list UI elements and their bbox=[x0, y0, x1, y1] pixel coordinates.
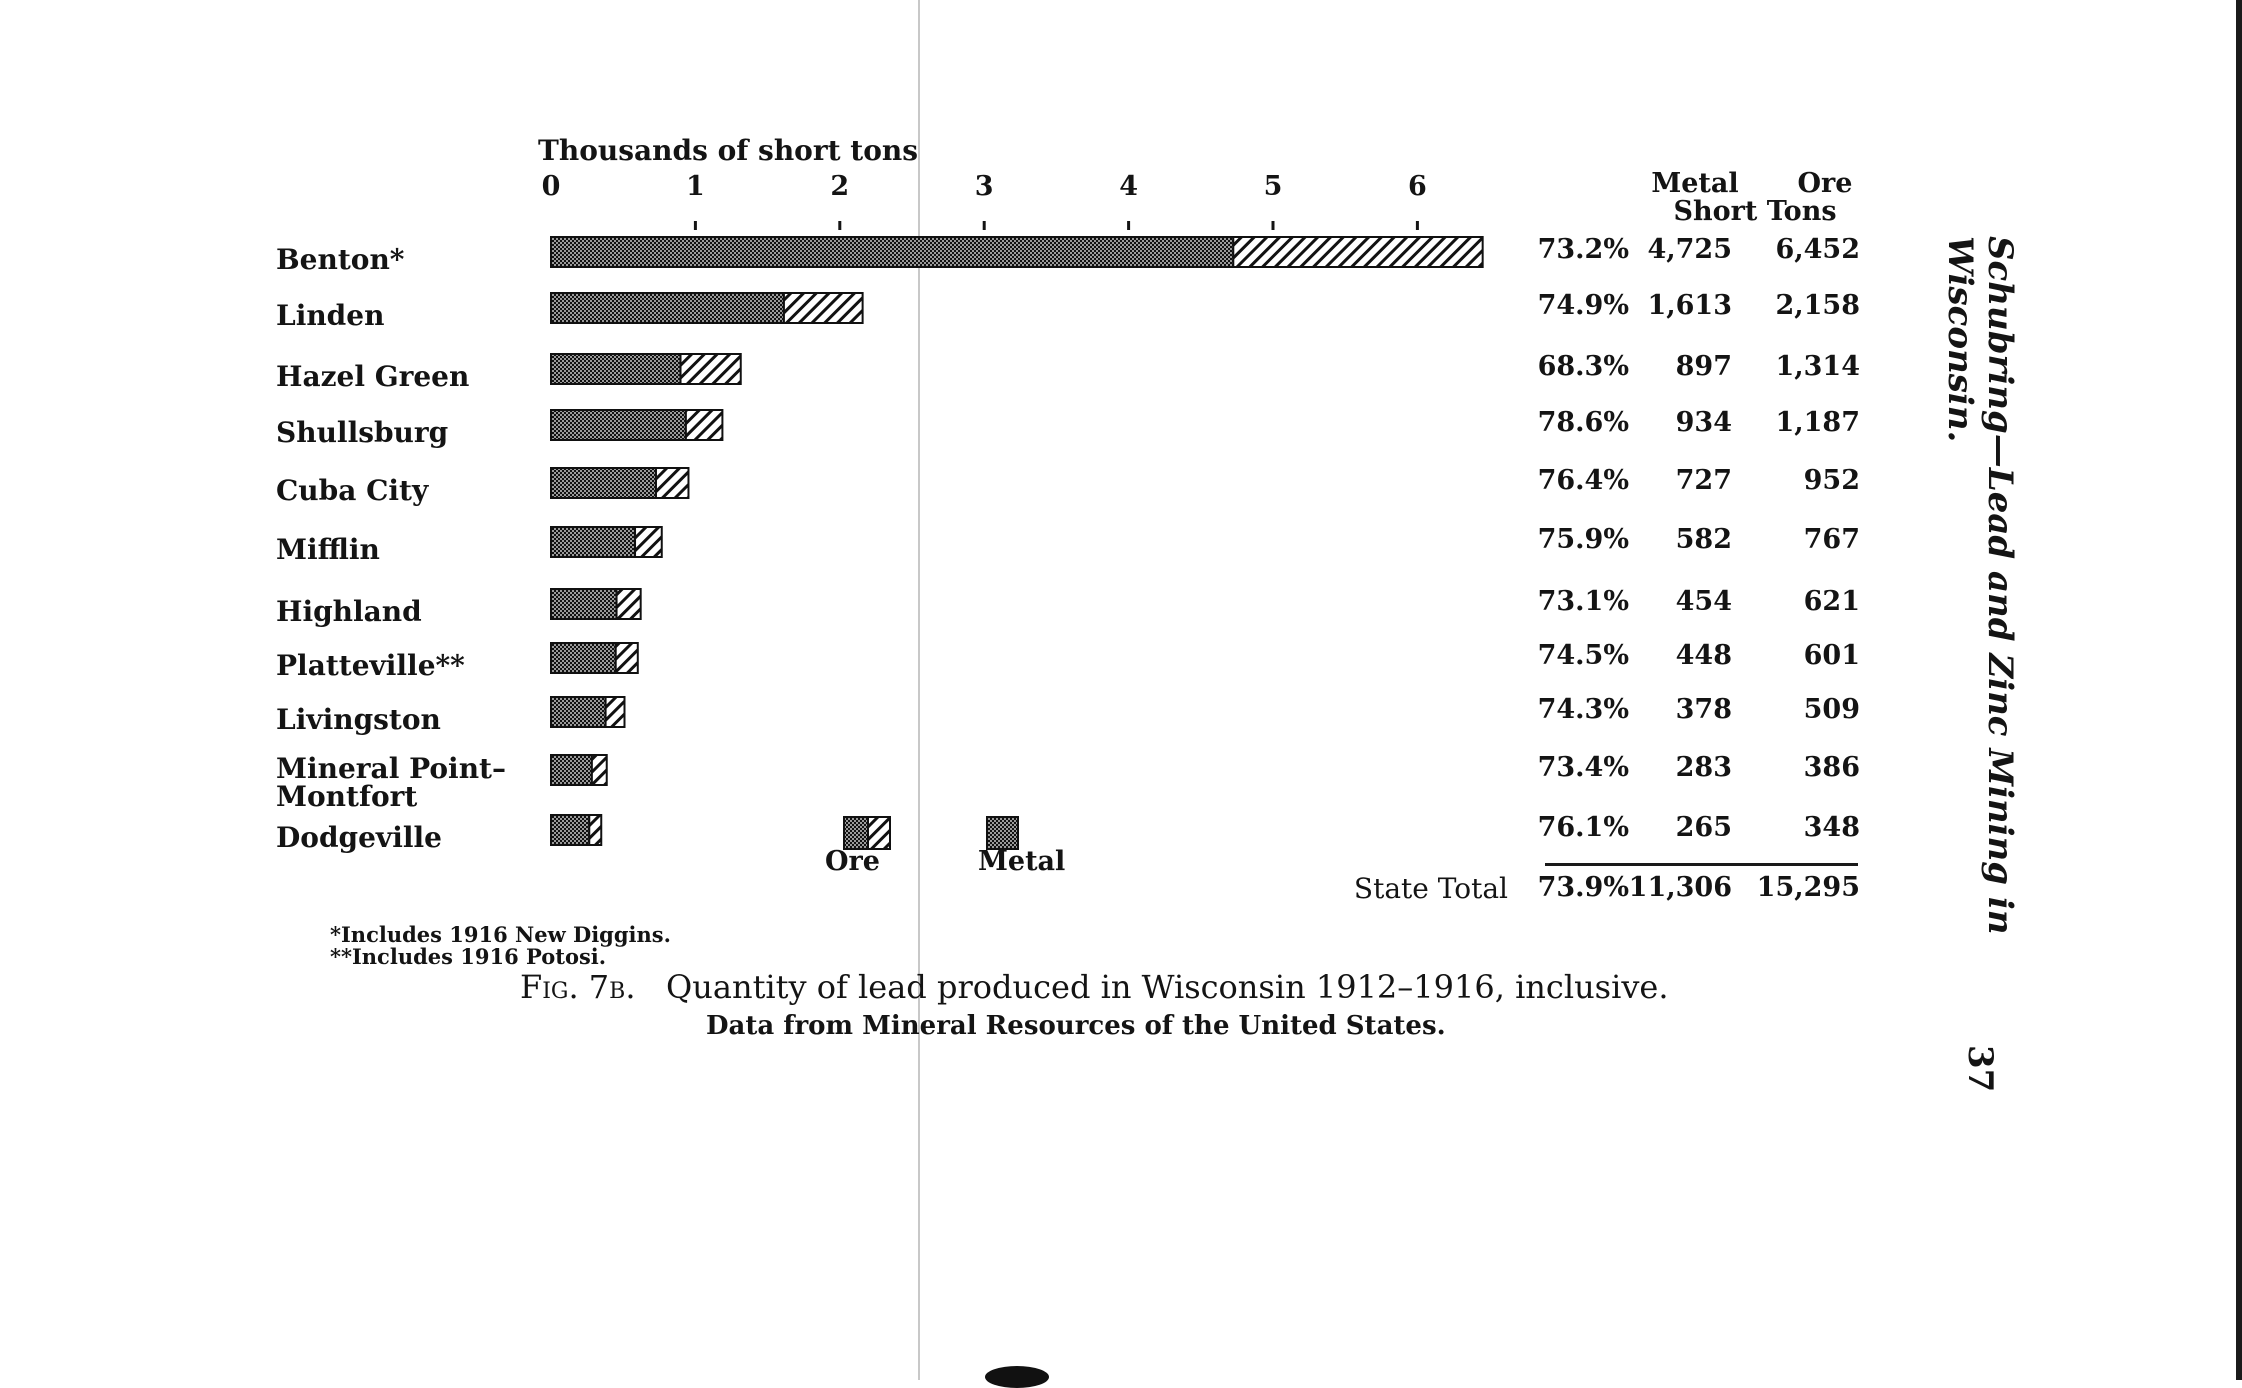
bar-metal bbox=[551, 589, 617, 619]
ore-tons-cell: 348 bbox=[1803, 812, 1860, 843]
metal-tons-cell: 265 bbox=[1675, 812, 1732, 843]
percent-cell: 75.9% bbox=[1537, 524, 1629, 555]
ore-tons-cell: 1,314 bbox=[1775, 351, 1860, 382]
category-label: Mineral Point– Montfort bbox=[276, 752, 506, 813]
bar-ore bbox=[1233, 237, 1482, 267]
category-label: Cuba City bbox=[276, 474, 429, 507]
figure-label: Fig. 7b. bbox=[520, 968, 636, 1006]
bar-metal bbox=[551, 293, 784, 323]
ore-tons-cell: 509 bbox=[1803, 694, 1860, 725]
legend-ore-swatch-metal-part bbox=[844, 817, 868, 849]
legend-ore-swatch-ore-part bbox=[868, 817, 890, 849]
state-total-percent: 73.9% bbox=[1537, 872, 1629, 903]
header-ore: Ore bbox=[1797, 168, 1853, 199]
percent-cell: 73.1% bbox=[1537, 586, 1629, 617]
figure-caption-text: Quantity of lead produced in Wisconsin 1912–1916, inclusive. bbox=[666, 968, 1669, 1006]
metal-tons-cell: 1,613 bbox=[1647, 290, 1732, 321]
x-tick-label-4: 4 bbox=[1119, 171, 1138, 202]
metal-tons-cell: 897 bbox=[1675, 351, 1732, 382]
bar-metal bbox=[551, 815, 589, 845]
legend-metal-swatch bbox=[987, 817, 1018, 849]
running-head: Schubring—Lead and Zinc Mining in Wisconsin. bbox=[1940, 236, 2020, 935]
ore-tons-cell: 601 bbox=[1803, 640, 1860, 671]
legend-ore-label: Ore bbox=[825, 846, 880, 877]
bar-metal bbox=[551, 643, 616, 673]
state-total-metal: 11,306 bbox=[1628, 872, 1732, 903]
ore-tons-cell: 952 bbox=[1803, 465, 1860, 496]
bar-ore bbox=[616, 643, 638, 673]
x-axis-title: Thousands of short tons bbox=[538, 134, 919, 167]
footnote-2: **Includes 1916 Potosi. bbox=[330, 944, 607, 969]
bars bbox=[551, 237, 1483, 845]
category-label: Hazel Green bbox=[276, 360, 470, 393]
total-rule bbox=[1545, 863, 1858, 866]
category-label: Highland bbox=[276, 595, 422, 628]
bar-metal bbox=[551, 237, 1233, 267]
ore-tons-cell: 2,158 bbox=[1775, 290, 1860, 321]
metal-tons-cell: 448 bbox=[1675, 640, 1732, 671]
metal-tons-cell: 727 bbox=[1675, 465, 1732, 496]
percent-cell: 68.3% bbox=[1537, 351, 1629, 382]
percent-cell: 74.3% bbox=[1537, 694, 1629, 725]
x-tick-label-2: 2 bbox=[830, 171, 850, 202]
metal-tons-cell: 378 bbox=[1675, 694, 1732, 725]
category-label: Linden bbox=[276, 299, 385, 332]
category-label: Mifflin bbox=[276, 533, 380, 566]
percent-cell: 74.5% bbox=[1537, 640, 1629, 671]
figure-source: Data from Mineral Resources of the United States. bbox=[706, 1011, 1446, 1041]
bar-ore bbox=[589, 815, 601, 845]
x-axis bbox=[542, 171, 1427, 230]
bar-metal bbox=[551, 410, 686, 440]
bar-ore bbox=[681, 354, 741, 384]
legend bbox=[844, 817, 1018, 849]
legend-metal-label: Metal bbox=[978, 846, 1066, 877]
ore-tons-cell: 386 bbox=[1803, 752, 1860, 783]
state-total-ore: 15,295 bbox=[1756, 872, 1860, 903]
metal-tons-cell: 283 bbox=[1675, 752, 1732, 783]
metal-tons-cell: 934 bbox=[1675, 407, 1732, 438]
bar-ore bbox=[617, 589, 641, 619]
header-short-tons: Short Tons bbox=[1673, 196, 1837, 227]
bar-metal bbox=[551, 468, 656, 498]
percent-cell: 73.4% bbox=[1537, 752, 1629, 783]
ore-tons-cell: 1,187 bbox=[1775, 407, 1860, 438]
metal-tons-cell: 4,725 bbox=[1647, 234, 1732, 265]
percent-cell: 74.9% bbox=[1537, 290, 1629, 321]
bar-ore bbox=[606, 697, 625, 727]
page-number: 37 bbox=[1960, 1045, 2000, 1093]
x-tick-label-5: 5 bbox=[1263, 171, 1283, 202]
ore-tons-cell: 621 bbox=[1803, 586, 1860, 617]
figure-caption bbox=[520, 968, 1669, 1006]
bar-metal bbox=[551, 527, 635, 557]
percent-cell: 73.2% bbox=[1537, 234, 1629, 265]
bar-metal bbox=[551, 354, 681, 384]
x-tick-label-6: 6 bbox=[1408, 171, 1427, 202]
bar-metal bbox=[551, 755, 592, 785]
percent-cell: 76.4% bbox=[1537, 465, 1629, 496]
header-metal: Metal bbox=[1651, 168, 1739, 199]
bar-ore bbox=[592, 755, 607, 785]
metal-tons-cell: 582 bbox=[1675, 524, 1732, 555]
x-tick-label-3: 3 bbox=[974, 171, 994, 202]
ore-tons-cell: 6,452 bbox=[1775, 234, 1860, 265]
category-label: Benton* bbox=[276, 243, 405, 276]
percent-cell: 78.6% bbox=[1537, 407, 1629, 438]
category-label: Dodgeville bbox=[276, 821, 442, 854]
x-tick-label-0: 0 bbox=[541, 171, 561, 202]
category-label: Livingston bbox=[276, 703, 441, 736]
category-label: Platteville** bbox=[276, 649, 465, 682]
ore-tons-cell: 767 bbox=[1803, 524, 1860, 555]
bar-ore bbox=[686, 410, 723, 440]
category-label: Shullsburg bbox=[276, 416, 449, 449]
metal-tons-cell: 454 bbox=[1675, 586, 1732, 617]
percent-cell: 76.1% bbox=[1537, 812, 1629, 843]
footnote-1: *Includes 1916 New Diggins. bbox=[330, 922, 671, 947]
bar-ore bbox=[635, 527, 662, 557]
bar-metal bbox=[551, 697, 606, 727]
x-tick-label-1: 1 bbox=[686, 171, 705, 202]
bar-ore bbox=[656, 468, 688, 498]
state-total-label: State Total bbox=[1353, 872, 1508, 905]
bar-ore bbox=[784, 293, 863, 323]
category-labels bbox=[276, 243, 506, 854]
